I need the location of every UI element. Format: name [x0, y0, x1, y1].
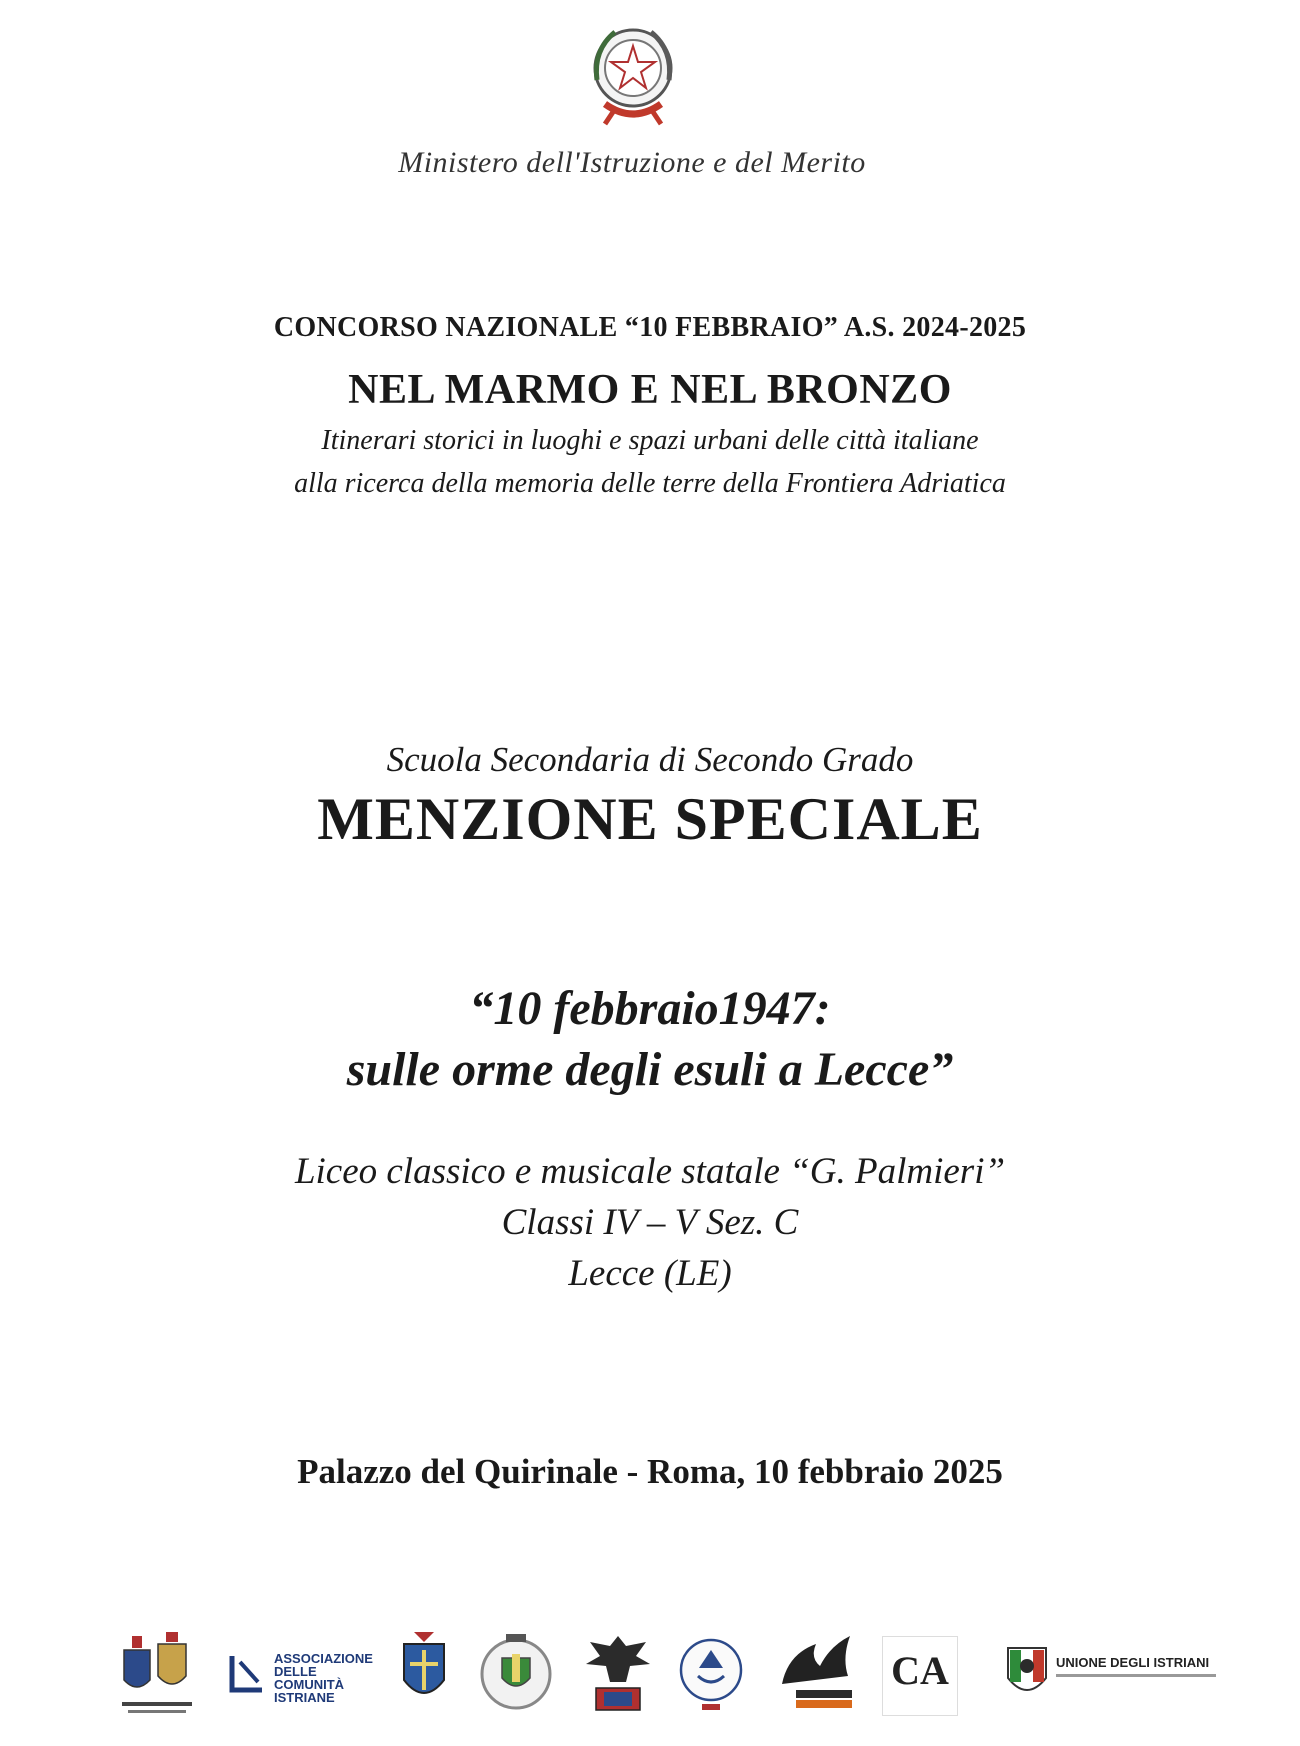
contest-subtitle-line2: alla ricerca della memoria delle terre della Frontiera Adriatica	[294, 468, 1006, 499]
school-level: Scuola Secondaria di Secondo Grado	[386, 740, 914, 779]
award-title: MENZIONE SPECIALE	[317, 786, 983, 852]
institution-name: Liceo classico e musicale statale “G. Palmieri”	[294, 1151, 1006, 1192]
pola-seal-logo-icon	[478, 1630, 554, 1716]
venue-date: Palazzo del Quirinale - Roma, 10 febbraio 2025	[297, 1452, 1003, 1491]
round-emblem-logo-icon	[676, 1630, 746, 1716]
ca-monogram-logo-icon	[882, 1636, 958, 1716]
work-title-line1: “10 febbraio1947:	[469, 982, 831, 1035]
institution-city: Lecce (LE)	[568, 1253, 732, 1294]
footer-logos	[0, 1630, 1300, 1730]
eagle-crest-logo-icon	[580, 1630, 656, 1720]
italian-republic-emblem-icon	[585, 20, 681, 126]
contest-title: CONCORSO NAZIONALE “10 FEBBRAIO” A.S. 2024-2025	[273, 312, 1027, 343]
ministry-name: Ministero dell'Istruzione e del Merito	[398, 146, 866, 179]
crests-logo-icon	[118, 1630, 196, 1720]
work-title-line2: sulle orme degli esuli a Lecce”	[346, 1043, 954, 1096]
contest-subtitle-line1: Itinerari storici in luoghi e spazi urbani delle città italiane	[321, 425, 979, 456]
contest-headline: NEL MARMO E NEL BRONZO	[348, 367, 952, 413]
associazione-logo-label: ASSOCIAZIONE DELLE COMUNITÀ ISTRIANE	[274, 1651, 373, 1705]
ca-monogram-label: CA	[891, 1648, 949, 1693]
unione-logo-label: UNIONE DEGLI ISTRIANI	[1056, 1655, 1210, 1670]
winged-lion-logo-icon	[772, 1630, 858, 1718]
shield-crest-logo-icon	[400, 1630, 448, 1710]
institution-classes: Classi IV – V Sez. C	[501, 1202, 799, 1243]
